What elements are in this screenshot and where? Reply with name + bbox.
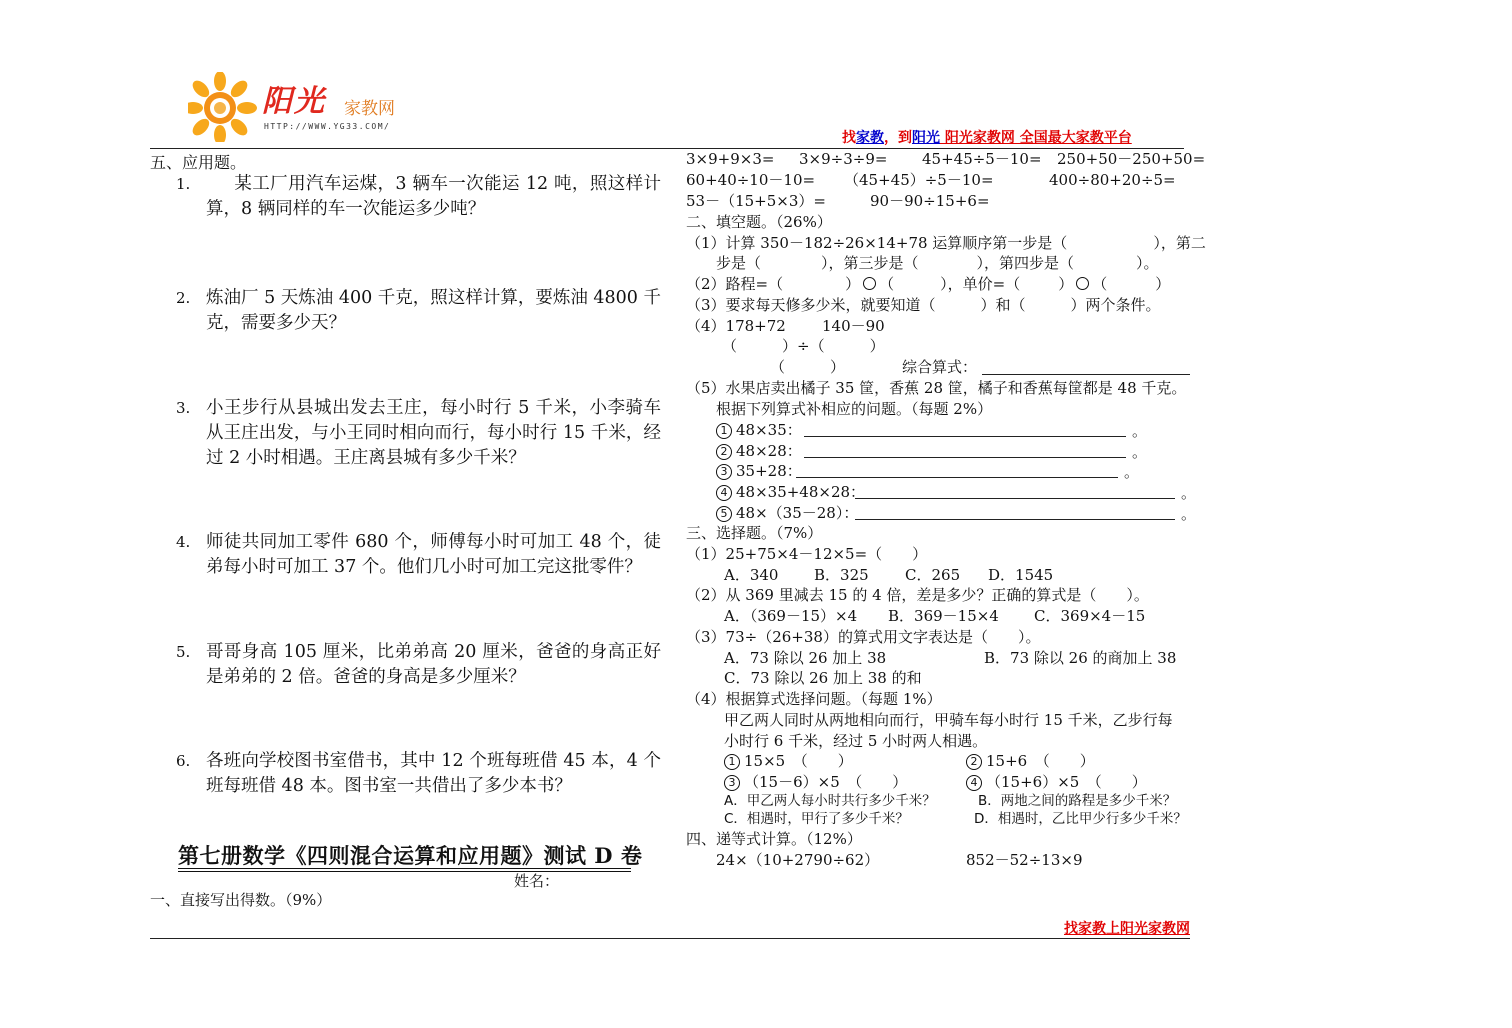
fill-text: 步是（ (716, 254, 762, 272)
fill-text: （2）路程=（ (686, 275, 784, 293)
choice-q3: （3）73÷（26+38）的算式用文字表达是（ ）。 (686, 628, 1041, 646)
name-label: 姓名： (514, 872, 560, 890)
period: 。 (1124, 463, 1140, 481)
sub-expr: 15+6 （ ） (986, 752, 1095, 770)
choice-q4-sub4 (966, 772, 1147, 792)
header-slogan[interactable] (842, 127, 1132, 147)
answer-line (982, 374, 1190, 375)
fill-q5b: 根据下列算式补相应的问题。（每题 2%） (716, 400, 993, 418)
fill-q3: （3）要求每天修多少米，就要知道（ ）和（ ）两个条件。 (686, 296, 1161, 314)
period: 。 (1181, 484, 1197, 502)
choice-option: A．甲乙两人每小时共行多少千米？ (724, 793, 936, 809)
question-text: 师徒共同加工零件 680 个，师傅每小时可加工 48 个，徒弟每小时可加工 37 个。他们几小时可加工完这批零件？ (206, 532, 661, 577)
sub-expr: 48×35+48×28： (736, 483, 866, 501)
part4-title: 四、递等式计算。（12%） (686, 830, 862, 848)
question-number: 4. (176, 533, 191, 551)
choice-q4-text: 小时行 6 千米，经过 5 小时两人相遇。 (724, 732, 988, 750)
title-underline (178, 868, 631, 869)
period: 。 (1132, 443, 1148, 461)
fill-text: ），第四步是（ (976, 254, 1075, 272)
fill-text: ） (1155, 275, 1171, 293)
operator-circle-icon (1076, 277, 1089, 290)
fill-text: ） (845, 275, 861, 293)
sub-expr: 48×（35－28）： (736, 504, 859, 522)
answer-line (855, 498, 1175, 499)
circled-number: 1 (724, 754, 740, 770)
question-number: 3. (176, 399, 191, 417)
sub-expr: （15－6）×5 （ ） (744, 773, 908, 791)
sub-expr: 48×35： (736, 421, 802, 439)
calc-item: 400÷80+20÷5= (1049, 171, 1176, 189)
choice-option: B．73 除以 26 的商加上 38 (984, 649, 1177, 667)
choice-option: A．（369－15）×4 (724, 607, 858, 625)
slogan-link-platform[interactable]: 阳光家教网 全国最大家教平台 (940, 130, 1132, 146)
part3-title: 三、选择题。（7%） (686, 524, 823, 542)
title-underline (178, 871, 631, 872)
answer-line (804, 436, 1126, 437)
calc-item: 53－（15+5×3）= (686, 192, 826, 210)
question-text: 各班向学校图书室借书，其中 12 个班每班借 45 本，4 个班每班借 48 本。图书室一共借出了多少本书？ (206, 751, 661, 796)
choice-option: C．相遇时，甲行了多少千米？ (724, 811, 909, 827)
question-5 (176, 640, 661, 690)
choice-option: A．73 除以 26 加上 38 (724, 649, 887, 667)
fill-q4b: 140－90 (822, 317, 885, 335)
choice-q1: （1）25+75×4－12×5=（ ） (686, 545, 928, 563)
fill-q4c: （ ）÷（ ） (722, 337, 885, 355)
choice-q4-sub1 (724, 751, 853, 771)
fill-text: （ (1092, 275, 1108, 293)
choice-option: B．325 (814, 566, 869, 584)
calc-item: 3×9+9×3= (686, 150, 775, 168)
logo-name: 阳光 (262, 84, 326, 119)
operator-circle-icon (863, 277, 876, 290)
fill-text: ），第三步是（ (821, 254, 919, 272)
circled-number: 3 (724, 775, 740, 791)
logo-url: HTTP://WWW.YG33.COM/ (264, 122, 391, 131)
answer-line (804, 457, 1126, 458)
choice-q4: （4）根据算式选择问题。（每题 1%） (686, 690, 942, 708)
fill-text: （ (879, 275, 895, 293)
circled-number: 2 (716, 444, 732, 460)
fill-q2 (686, 274, 1170, 294)
choice-q4-sub2 (966, 751, 1095, 771)
fill-q1-line2 (716, 253, 1159, 273)
test-title: 第七册数学《四则混合运算和应用题》测试 D 卷 (178, 843, 643, 868)
question-number: 2. (176, 289, 191, 307)
slogan-link-yangguang[interactable]: 阳光 (912, 130, 940, 146)
question-text: 炼油厂 5 天炼油 400 千克，照这样计算，要炼油 4800 千克，需要多少天？ (206, 288, 661, 333)
choice-option: C．73 除以 26 加上 38 的和 (724, 669, 922, 687)
choice-q2: （2）从 369 里减去 15 的 4 倍，差是多少？正确的算式是（ ）。 (686, 586, 1149, 604)
question-2 (176, 286, 661, 336)
fill-q5-sub5 (716, 503, 858, 523)
fill-q1-line1 (686, 233, 1206, 253)
fill-q5-sub2 (716, 441, 802, 461)
question-number: 6. (176, 752, 191, 770)
sub-expr: 48×28： (736, 442, 802, 460)
choice-option: A．340 (724, 566, 779, 584)
circled-number: 5 (716, 506, 732, 522)
period: 。 (1181, 505, 1197, 523)
step-calc-item: 24×（10+2790÷62） (716, 851, 880, 869)
calc-item: 45+45÷5－10= (922, 150, 1042, 168)
choice-option: D．1545 (988, 566, 1054, 584)
question-3 (176, 396, 661, 471)
fill-text: ），第二 (1153, 234, 1206, 252)
fill-text: ）。 (1136, 254, 1159, 272)
fill-q5-sub3 (716, 461, 802, 481)
circled-number: 2 (966, 754, 982, 770)
choice-option: D．相遇时，乙比甲少行多少千米？ (974, 811, 1187, 827)
question-number: 1. (176, 175, 191, 193)
fill-text: ），单价=（ (940, 275, 1021, 293)
calc-item: 250+50－250+50= (1057, 150, 1206, 168)
section-title-application: 五、应用题。 (150, 153, 247, 172)
fill-q4a: （4）178+72 (686, 317, 786, 335)
fill-text: （1）计算 350－182÷26×14+78 运算顺序第一步是（ (686, 234, 1068, 252)
question-6 (176, 749, 661, 799)
calc-item: 3×9÷3÷9= (799, 150, 888, 168)
part2-title: 二、填空题。（26%） (686, 213, 832, 231)
choice-q4-sub3 (724, 772, 907, 792)
choice-option: B．两地之间的路程是多少千米？ (978, 793, 1177, 809)
footer-divider (150, 938, 1190, 939)
choice-option: C．369×4－15 (1034, 607, 1146, 625)
fill-q4d: （ ） (770, 358, 846, 376)
circled-number: 3 (716, 464, 732, 480)
part1-title: 一、直接写出得数。（9%） (150, 891, 332, 909)
choice-q4-text: 甲乙两人同时从两地相向而行，甲骑车每小时行 15 千米，乙步行每 (724, 711, 1173, 729)
answer-line (855, 519, 1175, 520)
slogan-link-jiajiao[interactable]: 家教 (856, 130, 884, 146)
slogan-part: 找 (842, 130, 856, 146)
slogan-part: ，到 (884, 130, 912, 146)
circled-number: 4 (716, 485, 732, 501)
question-4 (176, 530, 661, 580)
sub-expr: （15+6）×5 （ ） (986, 773, 1147, 791)
fill-q5-sub1 (716, 420, 802, 440)
question-text: 哥哥身高 105 厘米，比弟弟高 20 厘米，爸爸的身高正好是弟弟的 2 倍。爸爸的身高是多少厘米？ (206, 642, 661, 687)
circled-number: 4 (966, 775, 982, 791)
fill-q4e: 综合算式： (902, 358, 978, 376)
answer-line (796, 477, 1118, 478)
choice-option: B．369－15×4 (888, 607, 999, 625)
calc-item: （45+45）÷5－10= (844, 171, 994, 189)
calc-item: 60+40÷10－10= (686, 171, 816, 189)
footer-link[interactable]: 找家教上阳光家教网 (1064, 921, 1190, 937)
question-text: 小王步行从县城出发去王庄，每小时行 5 千米，小李骑车从王庄出发，与小王同时相向而行，每小时行 15 千米，经过 2 小时相遇。王庄离县城有多少千米？ (206, 398, 661, 468)
period: 。 (1132, 422, 1148, 440)
logo-subtitle: 家教网 (344, 99, 395, 119)
fill-q5-sub4 (716, 482, 865, 502)
question-text: 某工厂用汽车运煤，3 辆车一次能运 12 吨，照这样计算，8 辆同样的车一次能运多少吨？ (206, 174, 661, 219)
circled-number: 1 (716, 423, 732, 439)
question-number: 5. (176, 643, 191, 661)
step-calc-item: 852－52÷13×9 (966, 851, 1083, 869)
sub-expr: 15×5 （ ） (744, 752, 853, 770)
fill-text: ） (1058, 275, 1074, 293)
calc-item: 90－90÷15+6= (870, 192, 990, 210)
question-1 (176, 172, 661, 222)
choice-option: C．265 (905, 566, 961, 584)
sub-expr: 35+28： (736, 462, 802, 480)
fill-q5a: （5）水果店卖出橘子 35 筐，香蕉 28 筐，橘子和香蕉每筐都是 48 千克。 (686, 379, 1187, 397)
